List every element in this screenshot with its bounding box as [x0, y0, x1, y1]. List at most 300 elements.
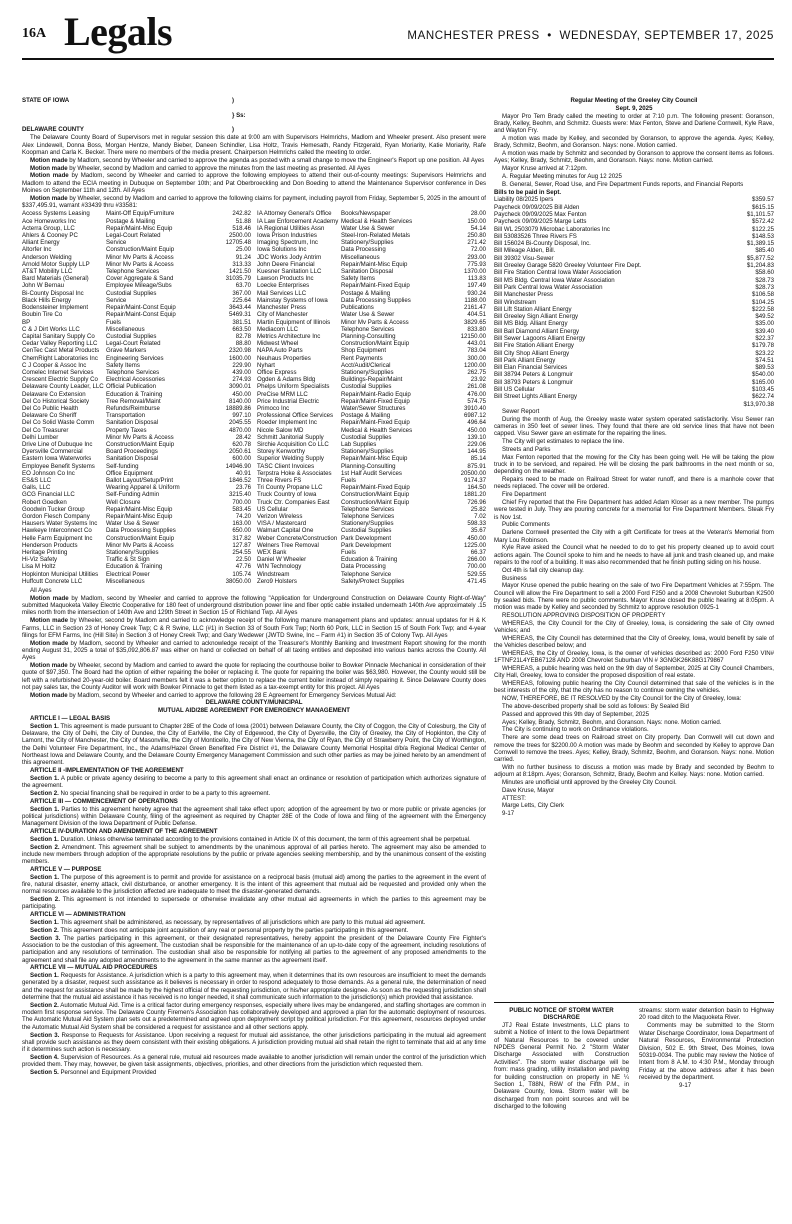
article-heading: ARTICLE VII — MUTUAL AID PROCEDURES — [30, 964, 158, 972]
claim-cell: Mediacom LLC — [257, 325, 298, 333]
claim-row — [22, 275, 251, 282]
article-section: Section 1. A public or private agency desiring to become a party to this agreement shall enact an ordinance or resolution of participation which authorizes signature of the agreement. — [22, 774, 486, 790]
claim-cell: 1st Half Audit Services — [341, 469, 402, 477]
claim-cell: 574.75 — [467, 397, 486, 405]
caption-cell: } Ss: — [232, 111, 246, 119]
claim-cell: Telephone Services — [106, 368, 160, 376]
claim-cell: 35.67 — [470, 527, 486, 535]
claim-cell: Welners Tree Removal — [257, 541, 319, 549]
claim-cell: Legal-Court Related — [106, 340, 161, 348]
greeley-paragraphs — [494, 113, 774, 188]
notice-date: 9-17 — [679, 1082, 692, 1090]
claim-cell: Henderson Products — [22, 541, 78, 549]
claim-cell: Goodwin Tucker Group — [22, 505, 85, 513]
claim-row — [22, 326, 251, 333]
claim-cell: 1370.00 — [463, 268, 486, 276]
claim-row — [22, 455, 251, 462]
claim-row — [22, 556, 251, 563]
article-section: Section 2. This agreement is not intended to supersede or otherwise invalidate any other mutual aid agreements in which the parties to this agreement may be participating. — [22, 896, 486, 911]
claim-cell: Self-funding — [106, 462, 139, 470]
claim-cell: EO Johnson Co Inc — [22, 469, 75, 477]
bill-name: Paycheck 09/09/2025 Marge Letts — [494, 218, 587, 226]
bill-amount: $74.51 — [755, 356, 774, 364]
claim-cell: Electrical Power — [106, 570, 150, 578]
article-section: Section 1. This agreement is made pursuant to Chapter 28E of the Code of Iowa (2001) between Delaware County, the City of Coggon, the City of Colesburg, the City of Delaware, the City of Delhi, the City of Dundee, the City of Earlville, the City of Edgewood, the City of Dyersville, the City of Greeley, the City of Hopkinton, the City of Lamont, the City of Manchester, the City of Masonville, the City of Monticello, the City of New Vienna, the City of Ryan, the City of Strawberry Point, the City of Worthington, the Delhi Volunteer Fire Department, Inc., the Adams/Hazel Green Benefited Fire District #1, the Delaware County Memorial Hospital d/b/a Regional Medical Center of Northeast Iowa and Delaware County, and the Delaware County Emergency Management Commission and such other parties as may be joined hereto by an amendment of this agreement. — [22, 722, 486, 767]
greeley-paragraph: Marge Letts, City Clerk — [502, 802, 564, 810]
claim-cell: BP — [22, 318, 31, 326]
claim-row — [22, 405, 251, 412]
claim-cell: Shop Equipment — [341, 347, 387, 355]
claim-row — [257, 398, 486, 405]
minutes-paragraph: Motion made by Madlom, second by Wheeler and carried to approve the agenda as posted with a small change to move the Engineer's Report up one position. All Ayes — [30, 156, 485, 164]
claim-cell: 4870.00 — [228, 426, 251, 434]
claim-cell: Rent Payments — [341, 354, 383, 362]
article-section: Section 1. This agreement shall be administered, as necessary, by representatives of all jurisdictions which are party to this mutual aid agreement. — [30, 919, 426, 927]
claim-cell: 82.78 — [235, 332, 251, 340]
claim-cell: 23.92 — [470, 376, 486, 384]
minutes-paragraph: The Delaware County Board of Supervisors met in regular session this date at 9:00 am with Supervisors Helmrichs, Madlom and Wheeler present. Also present were Alex Lindewell, Donna Boss, Morgan Hentze, Mandy Bieber, Daneen Schindler, Lisa Holtz, Travis Hemesath, Randy Fitzgerald, Ryan Moriarity, Katie Moriarity, Rafe Koopman and Carla K. Becker. There were no members of the media present. Chairperson Helmrichs called the meeting to order. — [22, 134, 486, 157]
greeley-paragraph: WHEREAS, the City Council has determined that the City of Greeley, Iowa, would benefit by sale of the Vehicles described below; and — [494, 634, 774, 650]
claim-cell: Delaware Co Extension — [22, 390, 86, 398]
claim-row — [257, 355, 486, 362]
claim-cell: 620.78 — [232, 440, 251, 448]
bill-amount: $179.78 — [751, 342, 774, 350]
claim-cell: 14946.90 — [225, 462, 251, 470]
claim-row — [257, 254, 486, 261]
lead-in: Motion made — [30, 172, 69, 180]
claim-cell: 229.90 — [232, 361, 251, 369]
claim-row — [22, 448, 251, 455]
claim-cell: Crescent Electric Supply Co — [22, 376, 98, 384]
claim-cell: 262.75 — [467, 368, 486, 376]
claim-cell: Delaware County Leader, LLC — [22, 383, 104, 391]
bill-amount: $5,877.52 — [746, 254, 774, 262]
lead-in: Section 1. — [30, 835, 59, 843]
bill-name: Bill Greeley Garage 5820 Greeley Volunteer Fire Dept. — [494, 262, 642, 270]
claim-row — [257, 311, 486, 318]
bill-amount: $359.57 — [751, 196, 774, 204]
claim-cell: Repair/Maint-Misc Equip — [106, 512, 173, 520]
claim-row — [257, 333, 486, 340]
greeley-paragraph: Repairs need to be made on Railroad Street for water runoff, and there is a manhole cover that needs replaced. The cover will be ordered. — [494, 476, 774, 491]
claim-row — [257, 405, 486, 412]
claim-cell: Data Processing Supplies — [106, 527, 176, 535]
minutes-paragraph: Motion made by Wheeler, second by Madlom and carried to approve the minutes from the last meeting as presented. All Ayes — [30, 164, 371, 172]
caption-cell: STATE OF IOWA — [22, 97, 70, 104]
claim-cell: Telephone Services — [341, 325, 395, 333]
claim-cell: Park Development — [341, 534, 392, 542]
claim-cell: Ballot Layout/Setup/Print — [106, 476, 174, 484]
claims-table — [22, 210, 486, 585]
claim-cell: 12705.48 — [225, 239, 251, 247]
article-section: Section 4. Supervision of Resources. As a general rule, mutual aid resources made available to another jurisdiction will remain under the control of the jurisdiction which provided them. They may, however, be given task assignments, objectives, priorities, and other directions from the jurisdiction which requested them. — [22, 1053, 486, 1069]
claim-row — [22, 535, 251, 542]
lead-in: Section 2. — [30, 790, 59, 798]
bill-name: Bill Fire Station Central Iowa Water Association — [494, 269, 622, 277]
claim-cell: 443.01 — [467, 340, 486, 348]
lead-in: Section 4. — [30, 1053, 59, 1061]
claim-row — [22, 499, 251, 506]
claim-cell: 1600.00 — [228, 354, 251, 362]
greeley-paragraph: Mayor Kruse arrived at 7:12pm. — [502, 165, 588, 173]
lead-in: Section 1. — [30, 873, 60, 881]
claim-cell: Postage & Mailing — [341, 289, 391, 297]
claim-cell: Robert Goedken — [22, 498, 67, 506]
claim-cell: 2500.00 — [228, 232, 251, 240]
bill-name: Bill Fire Station Alliant Energy — [494, 342, 574, 350]
greeley-paragraph: Max Fenton reported that the mowing for the City has been going well. He will be taking the plow truck in to be serviced, and repaired. He will be closing the park bathrooms in the next month or so, depending on the weather. — [494, 453, 774, 476]
claim-row — [22, 210, 251, 217]
claim-cell: Superior Welding Supply — [257, 455, 324, 463]
claim-cell: Bodensteiner Implement — [22, 304, 89, 312]
greeley-title: Regular Meeting of the Greeley City Council — [570, 97, 698, 104]
notice-title: PUBLIC NOTICE OF STORM WATER DISCHARGE — [509, 1007, 614, 1022]
claim-cell: WIN Technology — [257, 563, 302, 571]
claim-cell: Planning-Consulting — [341, 462, 396, 470]
claim-cell: Medical & Health Services — [341, 426, 413, 434]
claim-row — [22, 355, 251, 362]
claim-cell: 997.10 — [232, 412, 251, 420]
claim-cell: Eastern Iowa Waterworks — [22, 455, 92, 463]
claim-cell: GCG Financial LLC — [22, 491, 75, 499]
bill-name: Bill Greeley Sign Alliant Energy — [494, 313, 578, 321]
claim-row — [22, 484, 251, 491]
bill-name: Bill 53083526 Three Rivers FS — [494, 232, 577, 240]
claim-row — [22, 232, 251, 239]
claim-cell: Construction/Maint Equip — [341, 491, 410, 499]
claim-row — [257, 383, 486, 390]
claim-row — [257, 369, 486, 376]
claim-cell: 113.83 — [467, 275, 486, 283]
bill-name: Liability 08/2025 Ipers — [494, 196, 554, 204]
claim-row — [257, 556, 486, 563]
claim-cell: Schmitt Janitorial Supply — [257, 433, 324, 441]
claim-row — [257, 218, 486, 225]
bills-list — [494, 196, 774, 408]
claim-row — [22, 311, 251, 318]
minutes-paragraph: Motion made by Madlom, second by Wheeler and carried to approve the following employees to attend their out-of-county meetings: Supervisors Helmrichs and Madlom to attend the ECIA meeting in Dubuque on September 10th; and Pat Oberbroeckling and Don Boeding to attend the Maintenance Supervisor conference in Des Moines on September 11th and 12th. All Ayes — [22, 172, 486, 195]
claim-cell: Lawson Products Inc — [257, 275, 314, 283]
claim-cell: Data Processing — [341, 246, 386, 254]
claim-row — [22, 441, 251, 448]
lead-in: Motion made — [30, 594, 69, 602]
claim-cell: Telephone Services — [341, 505, 395, 513]
motion-paragraph: Motion made by Madlom, second by Wheeler and carried to approve the following 28 E Agreement for Emergency Services Mutual Aid: — [30, 691, 397, 699]
claim-cell: Delhi Lumber — [22, 433, 59, 441]
claim-cell: 6987.12 — [463, 412, 486, 420]
claim-row — [257, 463, 486, 470]
claim-cell: Acct/Audit/Clerical — [341, 361, 391, 369]
claim-row — [22, 434, 251, 441]
claim-cell: Construction/Maint Equip — [106, 246, 175, 254]
lead-in: Section 1. — [30, 919, 59, 927]
bill-amount: $148.53 — [751, 232, 774, 240]
claim-cell: NAPA Auto Parts — [257, 347, 303, 355]
claim-cell: IA Attorney General's Office — [257, 210, 332, 218]
claim-cell: 775.93 — [467, 260, 486, 268]
claim-cell: 726.96 — [467, 498, 486, 506]
bill-name: Bill Park Central Iowa Water Association — [494, 283, 603, 291]
claim-cell: Hi-Viz Safety — [22, 556, 58, 564]
bill-amount: $39.40 — [755, 327, 774, 335]
bill-amount: $22.37 — [755, 335, 774, 342]
claim-cell: Minor Mv Parts & Access — [106, 541, 174, 549]
claim-cell: 381.51 — [232, 318, 251, 326]
claim-cell: Stationery/Supplies — [341, 239, 394, 247]
bill-amount: $106.58 — [751, 291, 774, 299]
claim-cell: Water Use & Sewer — [106, 520, 160, 528]
claim-cell: 700.00 — [232, 498, 251, 506]
claim-cell: 229.06 — [467, 440, 486, 448]
claim-row — [22, 225, 251, 232]
bills-title: Bills to be paid in Sept. — [494, 188, 562, 196]
claim-row — [257, 326, 486, 333]
claim-cell: Stationery/Supplies — [106, 549, 159, 556]
claim-cell: 254.55 — [232, 549, 251, 556]
claim-cell: 367.00 — [232, 289, 251, 297]
bill-amount: $540.00 — [751, 371, 774, 379]
claim-row — [257, 297, 486, 304]
claim-cell: JDC Works Jody Antrim — [257, 253, 322, 261]
article-heading: ARTICLE II -IMPLEMENTATION OF THE AGREEMENT — [30, 767, 184, 775]
claim-cell: 31035.79 — [225, 275, 251, 283]
bill-amount: $572.42 — [751, 218, 774, 226]
claim-cell: 127.87 — [232, 541, 251, 549]
bill-name: Bill Windstream — [494, 298, 537, 306]
claim-cell: Heritage Printing — [22, 549, 68, 556]
claim-cell: Truck Country of Iowa — [257, 491, 317, 499]
bill-name: Bill Ball Diamond Alliant Energy — [494, 327, 580, 335]
claim-row — [257, 376, 486, 383]
article-section: Section 1. Duration. Unless otherwise terminated according to the provisions contained in Article IX of this document, the term of this agreement shall be perpetual. — [30, 835, 471, 843]
claim-cell: Minor Mv Parts & Access — [341, 318, 409, 326]
claim-cell: 18889.86 — [225, 404, 251, 412]
claim-cell: 164.50 — [467, 484, 486, 492]
article-section: Section 1. The purpose of this agreement is to permit and provide for assistance on a reciprocal basis (mutual aid) among the parties to the agreement in the event of fire, natural disaster, enemy attack, civil disturbance, or another emergency. It is the intent of this agreement that mutual aid be requested and provided only when the normal resources available to the jurisdiction affected are inadequate to meet the disaster-generated demands. — [22, 873, 486, 896]
claim-cell: 38050.00 — [225, 577, 251, 585]
claim-cell: Iowa Prison Industries — [257, 232, 317, 240]
article-section: Section 2. This agreement does not anticipate joint acquisition of any real or personal property by the parties participating in this agreement. — [30, 926, 409, 934]
claim-cell: Tri County Propane LLC — [257, 484, 323, 492]
claim-cell: Repair/Maint-Fixed Equip — [341, 419, 410, 427]
greeley-paragraph: WHEREAS, following public hearing the City Council determined that sale of the vehicles is in the best interests of the city, that the city has no reason to continue owning the vehicles. — [494, 680, 774, 695]
claim-cell: 7.02 — [474, 512, 486, 520]
claim-cell: Sirchie Acquisition Co LLC — [257, 440, 329, 448]
claim-cell: Arnold Motor Supply LLP — [22, 260, 90, 268]
claim-cell: Fuels — [341, 476, 356, 484]
greeley-paragraph: 9-17 — [502, 810, 515, 818]
claim-cell: Safety/Protect Supplies — [341, 577, 405, 585]
claim-cell: Office Equipment — [106, 469, 153, 477]
claim-cell: Del Co Treasurer — [22, 426, 69, 434]
masthead-line: MANCHESTER PRESS • WEDNESDAY, SEPTEMBER 17, 2025 — [407, 30, 774, 42]
claim-cell: Repair/Maint-Misc Equip — [106, 224, 173, 232]
greeley-paragraphs-2 — [494, 408, 774, 818]
claim-cell: Custodial Supplies — [341, 383, 392, 391]
claim-cell: Sanitation Disposal — [106, 455, 159, 463]
claim-row — [257, 527, 486, 534]
claim-row — [257, 441, 486, 448]
greeley-paragraph: Public Comments — [502, 521, 550, 529]
claim-cell: 600.00 — [232, 455, 251, 463]
claim-row — [22, 319, 251, 326]
claim-cell: Miscellaneous — [106, 577, 145, 585]
claim-cell: Repair/Maint-Fixed Equip — [341, 282, 410, 290]
claim-cell: 450.00 — [467, 426, 486, 434]
greeley-paragraph: RESOLUTION APPROVING DISPOSITION OF PROPERTY — [502, 611, 666, 619]
claim-cell: Engineering Services — [106, 354, 164, 362]
claim-cell: Medical & Health Services — [341, 217, 413, 225]
lead-in: Section 3. — [30, 1031, 60, 1039]
greeley-paragraph: Fire Department — [502, 491, 547, 499]
claim-cell: Sanitation Disposal — [106, 419, 159, 427]
greeley-paragraph: During the month of Aug, the Greeley waste water system operated satisfactorily. Visu Sewer ran cameras in 350 feet of sewer lines. They found that there are old service lines that have not been capped. Visu Sewer gave an estimate for the repairing the lines. — [494, 415, 774, 438]
claim-row — [22, 470, 251, 477]
claim-row — [257, 506, 486, 513]
greeley-paragraph: NOW, THEREFORE, BE IT RESOLVED by the City Council for the City of Greeley, Iowa: — [502, 695, 742, 703]
claim-cell: Legal-Court Related — [106, 232, 161, 240]
claim-cell: 12150.00 — [460, 332, 486, 340]
greeley-paragraph: Oct 4th is fall city cleanup day. — [502, 566, 584, 574]
claim-cell: 439.00 — [232, 368, 251, 376]
claim-cell: 25.82 — [470, 505, 486, 513]
bill-name: Bill Sewer Lagoons Alliant Energy — [494, 335, 586, 342]
bill-amount: $165.00 — [751, 378, 774, 386]
claim-cell: Minor Mv Parts & Access — [106, 433, 174, 441]
claim-cell: WEX Bank — [257, 549, 287, 556]
claim-cell: 2320.98 — [228, 347, 251, 355]
claim-cell: Grave Markers — [106, 347, 147, 355]
claim-cell: 51.88 — [235, 217, 251, 225]
claim-cell: Traffic & St Sign — [106, 556, 150, 564]
claim-cell: Construction/Maint Equip — [341, 340, 410, 348]
claim-cell: PreCise MRM LLC — [257, 390, 308, 398]
claim-cell: 250.80 — [467, 232, 486, 240]
bill-amount: $622.74 — [751, 393, 774, 401]
claim-cell: Service — [106, 239, 127, 247]
claim-cell: Custodial Supplies — [106, 332, 157, 340]
claim-cell: Water/Sewer Structures — [341, 404, 406, 412]
bill-name: Bill Mileage Alden, Bill. — [494, 247, 556, 255]
claim-cell: Capital Sanitary Supply Co — [22, 332, 95, 340]
claim-cell: 163.00 — [232, 520, 251, 528]
claim-cell: VISA / Mastercard — [257, 520, 307, 528]
motions-paragraphs — [22, 595, 486, 699]
claim-cell: Official Publication — [106, 383, 157, 391]
claim-cell: Anderson Welding — [22, 253, 72, 261]
lead-in: Section 2. — [30, 1001, 59, 1009]
claim-row — [22, 578, 251, 585]
claim-cell: Safety Items — [106, 361, 140, 369]
lead-in: Motion made — [30, 164, 68, 172]
claim-row — [257, 578, 486, 585]
claim-cell: 88.80 — [235, 340, 251, 348]
claim-cell: Telephone Services — [106, 268, 160, 276]
claim-cell: Manchester Press — [257, 304, 307, 312]
notice-right-text: streams: storm water detention basin to Highway 20 road ditch to the Maquoketa River. — [639, 1007, 774, 1022]
claim-cell: 63.70 — [235, 282, 251, 290]
claim-row — [257, 513, 486, 520]
claim-cell: Verizon Wireless — [257, 512, 303, 520]
claim-row — [257, 391, 486, 398]
claim-row — [22, 391, 251, 398]
bill-amount: $23.22 — [755, 349, 774, 357]
bill-name: Bill 156024 Bi-County Disposal, Inc. — [494, 240, 591, 248]
claim-row — [257, 520, 486, 527]
claim-cell: C & J Dirt Works LLC — [22, 325, 80, 333]
claim-cell: 1846.52 — [228, 476, 251, 484]
claim-cell: Construction/Maint Equip — [106, 440, 175, 448]
claim-cell: 450.00 — [467, 534, 486, 542]
claim-cell: Mail Services LLC — [257, 289, 307, 297]
motion-paragraph: Motion made by Wheeler, second by Madlom and carried to acknowledge receipt of the following manure management plans and updates: annual updates for H & K Farms, LLC in Section 23 of Honey Creek Twp; C & R Swine, LLC (#1) in Section 33 of South Fork Twp; North 60 Pork, LLC in Section 15 of South Fork Twp; and 4-year filings for EFM Farms, Inc (Hill Site) in Section 3 of Honey Creek Twp; and Gary Wedewer (JWTD Swine, Inc – Farm #1) in Section 35 of Colony Twp. All Ayes — [22, 617, 486, 639]
article-section: Section 3. The parties participating in this agreement, or their designated representatives, hereby appoint the president of the Delaware County Fire Fighter's Association to be the custodian of this agreement. The custodian shall be responsible for the maintenance of an up-to-date copy of the agreement, including resolutions of participation and any resolutions of termination. The custodian shall also be responsible for notifying all parties to the agreement of any proposed amendments to the agreement and shall file any adopted amendments to the agreement in the same manner as the agreement itself. — [22, 934, 486, 964]
greeley-date: Sept. 9, 2025 — [615, 104, 653, 112]
caption-cell — [22, 112, 232, 127]
claim-cell: Black Hills Energy — [22, 296, 72, 304]
claim-cell: Access Systems Leasing — [22, 210, 90, 218]
greeley-paragraph: Streets and Parks — [502, 445, 551, 453]
article-heading: ARTICLE IV-DURATION AND AMENDMENT OF THE AGREEMENT — [30, 828, 218, 836]
bill-amount: $13,970.38 — [743, 400, 774, 408]
claim-cell: Property Taxes — [106, 426, 147, 434]
claim-cell: Tree Removal/Maint — [106, 397, 161, 405]
claim-cell: Three Rivers FS — [257, 476, 302, 484]
claim-cell: 663.50 — [232, 325, 251, 333]
lead-in: Motion made — [30, 639, 69, 647]
claim-row — [257, 434, 486, 441]
claim-cell: 317.82 — [232, 534, 251, 542]
claim-cell: 518.46 — [232, 224, 251, 232]
claim-cell: 40.91 — [235, 469, 251, 477]
claim-cell: Drive Line of Dubuque Inc — [22, 440, 93, 448]
claim-cell: 3090.01 — [228, 383, 251, 391]
claim-cell: Repair/Maint-Misc Equip — [341, 455, 408, 463]
claim-cell: Lisa M Holtz — [22, 563, 56, 571]
lead-in: Motion made — [30, 194, 68, 202]
claim-row — [257, 246, 486, 253]
claim-row — [22, 218, 251, 225]
claim-row — [257, 282, 486, 289]
claim-row — [22, 340, 251, 347]
article-heading: ARTICLE III — COMMENCEMENT OF OPERATIONS — [30, 797, 178, 805]
claim-cell: Daniel W Wheeler — [257, 556, 307, 564]
all-ayes: All Ayes — [30, 587, 52, 595]
claim-cell: 20500.00 — [460, 469, 486, 477]
claim-cell: 3829.65 — [463, 318, 486, 326]
claim-cell: Steel-Iron-Related Metals — [341, 232, 411, 240]
minutes-caption — [22, 97, 486, 133]
bill-name: Bill 39302 Visu-Sewer — [494, 254, 554, 262]
caption-cell: ) — [232, 126, 235, 134]
claim-cell: Ahlers & Cooney PC — [22, 232, 78, 240]
claim-cell: Nyhart — [257, 361, 275, 369]
claim-cell: Buildings-Repair/Maint — [341, 376, 403, 384]
header-rule — [22, 58, 774, 60]
claim-cell: Loecke Enterprises — [257, 282, 310, 290]
claim-cell: Minor Mv Parts & Access — [106, 260, 174, 268]
claim-row — [22, 563, 251, 570]
notice-left-text: JTJ Real Estate Investments, LLC plans to submit a Notice of Intent to the Iowa Department of Natural Resources to be covered under NPDES General Permit No. 2 "Storm Water Discharge Associated with Construction Activities". The storm water discharge will be from: mass grading, utility installation and paving for building construction on property in NE ¼ Section 1, T88N, R6W of the Fifth P.M., in Delaware County, Iowa. Storm water will be discharged from non point sources and will be discharged to the following — [494, 1021, 629, 1111]
lead-in: Motion made — [30, 661, 68, 669]
claim-cell: Construction/Maint Equip — [106, 534, 175, 542]
claim-cell: Postage & Mailing — [106, 217, 156, 225]
claim-row — [257, 535, 486, 542]
claim-row — [257, 470, 486, 477]
bill-amount: $28.73 — [755, 283, 774, 291]
claim-cell: Helle Farm Equipment Inc — [22, 534, 93, 542]
claim-row — [22, 282, 251, 289]
